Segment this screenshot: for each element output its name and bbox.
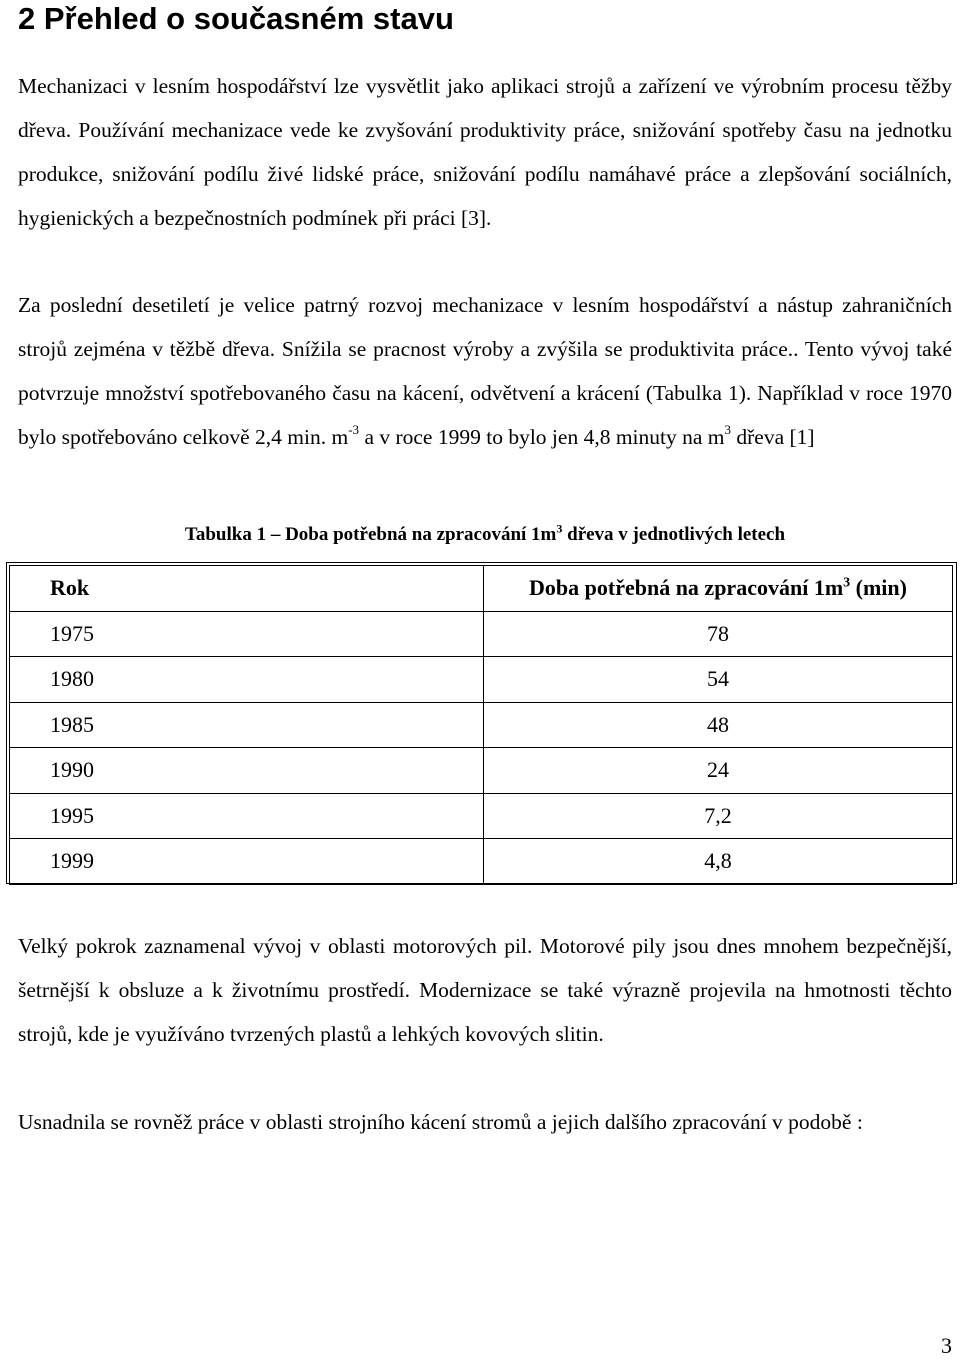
cell-time: 7,2 xyxy=(484,793,953,839)
cell-year: 1995 xyxy=(10,793,484,839)
table-row xyxy=(10,611,953,657)
cell-time: 4,8 xyxy=(484,839,953,885)
table-row xyxy=(10,657,953,703)
table-row xyxy=(10,793,953,839)
paragraph-text: Za poslední desetiletí je velice patrný rozvoj mechanizace v lesním hospodářství a nástup zahraničních strojů zejména v těžbě dřeva. Snížila se pracnost výroby a zvýšila se produktivita práce.. Tento vývoj také potvrzuje množství spotřebovaného času na kácení, odvětvení a krácení (Tabulka 1). Například v roce 1970 bylo spotřebováno celkově 2,4 min. m xyxy=(18,293,952,449)
data-table-frame xyxy=(6,562,957,884)
header-time-text: Doba potřebná na zpracování 1m xyxy=(529,575,844,601)
superscript: 3 xyxy=(556,521,563,536)
paragraph-text: dřeva [1] xyxy=(731,425,815,449)
table-caption xyxy=(18,520,952,550)
paragraph-mechanization-definition: Mechanizaci v lesním hospodářství lze vysvětlit jako aplikaci strojů a zařízení ve výrobním procesu těžby dřeva. Používání mechanizace vede ke zvyšování produktivity práce, snižování spotřeby času na jednotku produkce, snižování podílu živé lidské práce, snižování podílu namáhavé práce a zlepšování sociálních, hygienických a bezpečnostních podmínek při práci [3]. xyxy=(18,74,952,230)
table-row xyxy=(10,702,953,748)
paragraph-felling: Usnadnila se rovněž práce v oblasti strojního kácení stromů a jejich dalšího zpracování v podobě : xyxy=(18,1110,863,1134)
caption-text: dřeva v jednotlivých letech xyxy=(562,524,786,545)
cell-year: 1990 xyxy=(10,748,484,794)
cell-time: 54 xyxy=(484,657,953,703)
table-row xyxy=(10,839,953,885)
paragraph-text: a v roce 1999 to bylo jen 4,8 minuty na m xyxy=(359,425,725,449)
table-header-row xyxy=(10,566,953,612)
caption-text: Tabulka 1 – Doba potřebná na zpracování 1m xyxy=(184,524,557,545)
superscript: 3 xyxy=(843,575,851,591)
paragraph-chainsaws: Velký pokrok zaznamenal vývoj v oblasti motorových pil. Motorové pily jsou dnes mnohem bezpečnější, šetrnější k obsluze a k životnímu prostředí. Modernizace se také výrazně projevila na hmotnosti těchto strojů, kde je využíváno tvrzených plastů a lehkých kovových slitin. xyxy=(18,934,952,1046)
section-heading: 2 Přehled o současném stavu xyxy=(18,1,454,36)
cell-year: 1999 xyxy=(10,839,484,885)
cell-time: 48 xyxy=(484,702,953,748)
paragraph-mechanization-development xyxy=(18,283,952,459)
header-year: Rok xyxy=(10,566,484,612)
header-time xyxy=(484,566,953,612)
cell-year: 1980 xyxy=(10,657,484,703)
superscript: -3 xyxy=(348,421,360,437)
cell-time: 24 xyxy=(484,748,953,794)
page-number: 3 xyxy=(941,1333,952,1358)
header-time-unit: (min) xyxy=(850,575,907,601)
cell-time: 78 xyxy=(484,611,953,657)
superscript: 3 xyxy=(724,421,731,437)
table-row xyxy=(10,748,953,794)
cell-year: 1975 xyxy=(10,611,484,657)
cell-year: 1985 xyxy=(10,702,484,748)
data-table xyxy=(9,565,953,885)
